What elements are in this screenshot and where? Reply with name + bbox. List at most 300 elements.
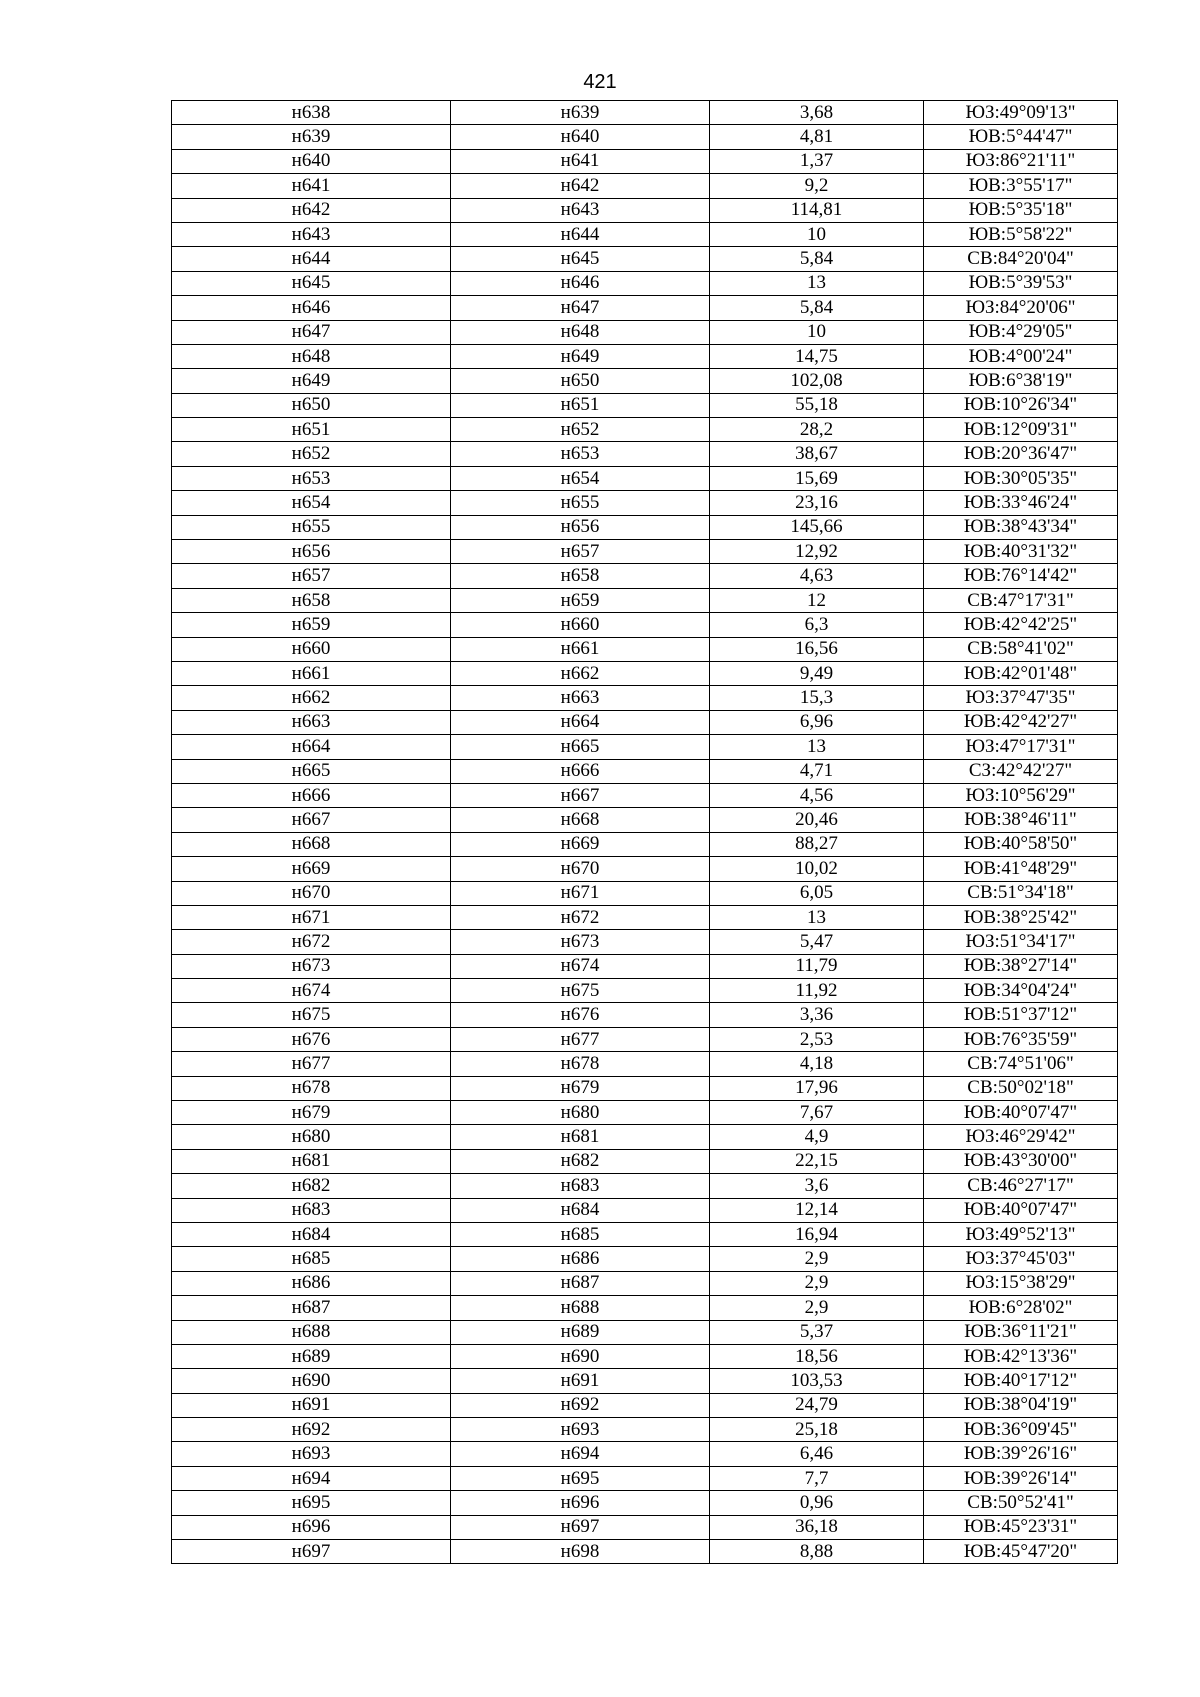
distance-cell: 11,92: [710, 979, 924, 1003]
distance-cell: 3,6: [710, 1174, 924, 1198]
table-row: [172, 1296, 1118, 1320]
from-point-cell: н646: [172, 296, 451, 320]
distance-cell: 88,27: [710, 832, 924, 856]
to-point-cell: н655: [451, 491, 710, 515]
from-point-cell: н648: [172, 344, 451, 368]
bearing-cell: ЮВ:76°35'59": [924, 1027, 1118, 1051]
table-row: [172, 832, 1118, 856]
distance-cell: 114,81: [710, 198, 924, 222]
from-point-cell: н647: [172, 320, 451, 344]
bearing-cell: ЮВ:36°09'45": [924, 1418, 1118, 1442]
to-point-cell: н652: [451, 418, 710, 442]
table-row: [172, 881, 1118, 905]
from-point-cell: н676: [172, 1027, 451, 1051]
bearing-cell: ЮВ:40°17'12": [924, 1369, 1118, 1393]
bearing-cell: ЮВ:42°42'25": [924, 613, 1118, 637]
to-point-cell: н642: [451, 174, 710, 198]
to-point-cell: н686: [451, 1247, 710, 1271]
table-row: [172, 1125, 1118, 1149]
from-point-cell: н673: [172, 954, 451, 978]
from-point-cell: н672: [172, 930, 451, 954]
distance-cell: 13: [710, 271, 924, 295]
distance-cell: 17,96: [710, 1076, 924, 1100]
to-point-cell: н640: [451, 125, 710, 149]
bearing-cell: СВ:58°41'02": [924, 637, 1118, 661]
from-point-cell: н685: [172, 1247, 451, 1271]
table-row: [172, 149, 1118, 173]
distance-cell: 13: [710, 735, 924, 759]
table-row: [172, 247, 1118, 271]
to-point-cell: н646: [451, 271, 710, 295]
table-row: [172, 442, 1118, 466]
bearing-cell: ЮВ:5°39'53": [924, 271, 1118, 295]
from-point-cell: н664: [172, 735, 451, 759]
from-point-cell: н661: [172, 661, 451, 685]
bearing-cell: ЮВ:6°28'02": [924, 1296, 1118, 1320]
table-row: [172, 1076, 1118, 1100]
distance-cell: 10: [710, 222, 924, 246]
to-point-cell: н660: [451, 613, 710, 637]
table-row: [172, 1369, 1118, 1393]
distance-cell: 102,08: [710, 369, 924, 393]
to-point-cell: н681: [451, 1125, 710, 1149]
table-row: [172, 1515, 1118, 1539]
bearing-cell: ЮВ:20°36'47": [924, 442, 1118, 466]
bearing-cell: СВ:50°02'18": [924, 1076, 1118, 1100]
bearing-cell: СВ:46°27'17": [924, 1174, 1118, 1198]
distance-cell: 6,96: [710, 710, 924, 734]
distance-cell: 6,05: [710, 881, 924, 905]
distance-cell: 28,2: [710, 418, 924, 442]
distance-cell: 145,66: [710, 515, 924, 539]
bearing-cell: ЮЗ:86°21'11": [924, 149, 1118, 173]
to-point-cell: н641: [451, 149, 710, 173]
to-point-cell: н676: [451, 1003, 710, 1027]
from-point-cell: н649: [172, 369, 451, 393]
bearing-cell: ЮВ:40°31'32": [924, 540, 1118, 564]
from-point-cell: н681: [172, 1149, 451, 1173]
to-point-cell: н672: [451, 905, 710, 929]
distance-cell: 25,18: [710, 1418, 924, 1442]
distance-cell: 6,46: [710, 1442, 924, 1466]
to-point-cell: н639: [451, 101, 710, 125]
from-point-cell: н671: [172, 905, 451, 929]
page-number: 421: [583, 71, 617, 93]
from-point-cell: н670: [172, 881, 451, 905]
from-point-cell: н684: [172, 1222, 451, 1246]
to-point-cell: н669: [451, 832, 710, 856]
from-point-cell: н657: [172, 564, 451, 588]
bearing-cell: ЮЗ:49°52'13": [924, 1222, 1118, 1246]
bearing-cell: ЮВ:38°46'11": [924, 808, 1118, 832]
table-row: [172, 686, 1118, 710]
from-point-cell: н650: [172, 393, 451, 417]
from-point-cell: н665: [172, 759, 451, 783]
table-row: [172, 418, 1118, 442]
distance-cell: 4,56: [710, 783, 924, 807]
table-row: [172, 1027, 1118, 1051]
distance-cell: 13: [710, 905, 924, 929]
to-point-cell: н666: [451, 759, 710, 783]
bearing-cell: ЮЗ:46°29'42": [924, 1125, 1118, 1149]
to-point-cell: н664: [451, 710, 710, 734]
bearing-cell: ЮВ:5°35'18": [924, 198, 1118, 222]
distance-cell: 4,71: [710, 759, 924, 783]
bearing-cell: ЮВ:34°04'24": [924, 979, 1118, 1003]
to-point-cell: н644: [451, 222, 710, 246]
from-point-cell: н654: [172, 491, 451, 515]
from-point-cell: н689: [172, 1344, 451, 1368]
to-point-cell: н645: [451, 247, 710, 271]
distance-cell: 36,18: [710, 1515, 924, 1539]
table-row: [172, 735, 1118, 759]
distance-cell: 4,81: [710, 125, 924, 149]
to-point-cell: н683: [451, 1174, 710, 1198]
table-row: [172, 979, 1118, 1003]
from-point-cell: н692: [172, 1418, 451, 1442]
table-row: [172, 125, 1118, 149]
table-row: [172, 1247, 1118, 1271]
table-row: [172, 613, 1118, 637]
distance-cell: 5,47: [710, 930, 924, 954]
table-row: [172, 1149, 1118, 1173]
from-point-cell: н667: [172, 808, 451, 832]
to-point-cell: н690: [451, 1344, 710, 1368]
bearing-cell: СЗ:42°42'27": [924, 759, 1118, 783]
to-point-cell: н673: [451, 930, 710, 954]
table-row: [172, 637, 1118, 661]
distance-cell: 0,96: [710, 1491, 924, 1515]
table-row: [172, 540, 1118, 564]
to-point-cell: н684: [451, 1198, 710, 1222]
table-row: [172, 271, 1118, 295]
table-row: [172, 1101, 1118, 1125]
distance-cell: 11,79: [710, 954, 924, 978]
table-row: [172, 1003, 1118, 1027]
to-point-cell: н670: [451, 857, 710, 881]
bearing-cell: ЮЗ:15°38'29": [924, 1271, 1118, 1295]
table-row: [172, 369, 1118, 393]
table-row: [172, 1198, 1118, 1222]
from-point-cell: н675: [172, 1003, 451, 1027]
bearing-cell: СВ:51°34'18": [924, 881, 1118, 905]
table-row: [172, 344, 1118, 368]
from-point-cell: н659: [172, 613, 451, 637]
from-point-cell: н691: [172, 1393, 451, 1417]
distance-cell: 6,3: [710, 613, 924, 637]
table-row: [172, 930, 1118, 954]
from-point-cell: н669: [172, 857, 451, 881]
from-point-cell: н652: [172, 442, 451, 466]
table-row: [172, 515, 1118, 539]
table-row: [172, 759, 1118, 783]
table-row: [172, 1393, 1118, 1417]
distance-cell: 4,18: [710, 1052, 924, 1076]
boundary-table-body: [172, 101, 1118, 1564]
from-point-cell: н690: [172, 1369, 451, 1393]
from-point-cell: н686: [172, 1271, 451, 1295]
to-point-cell: н693: [451, 1418, 710, 1442]
table-row: [172, 661, 1118, 685]
to-point-cell: н697: [451, 1515, 710, 1539]
to-point-cell: н649: [451, 344, 710, 368]
table-row: [172, 491, 1118, 515]
to-point-cell: н689: [451, 1320, 710, 1344]
distance-cell: 12,92: [710, 540, 924, 564]
table-row: [172, 1271, 1118, 1295]
from-point-cell: н682: [172, 1174, 451, 1198]
from-point-cell: н697: [172, 1540, 451, 1564]
bearing-cell: ЮЗ:10°56'29": [924, 783, 1118, 807]
table-row: [172, 808, 1118, 832]
distance-cell: 16,94: [710, 1222, 924, 1246]
table-row: [172, 857, 1118, 881]
bearing-cell: ЮВ:4°00'24": [924, 344, 1118, 368]
to-point-cell: н685: [451, 1222, 710, 1246]
from-point-cell: н677: [172, 1052, 451, 1076]
bearing-cell: ЮВ:6°38'19": [924, 369, 1118, 393]
to-point-cell: н657: [451, 540, 710, 564]
table-row: [172, 954, 1118, 978]
bearing-cell: ЮВ:43°30'00": [924, 1149, 1118, 1173]
bearing-cell: ЮЗ:47°17'31": [924, 735, 1118, 759]
bearing-cell: ЮВ:33°46'24": [924, 491, 1118, 515]
to-point-cell: н687: [451, 1271, 710, 1295]
table-row: [172, 466, 1118, 490]
distance-cell: 9,2: [710, 174, 924, 198]
to-point-cell: н675: [451, 979, 710, 1003]
from-point-cell: н693: [172, 1442, 451, 1466]
table-row: [172, 1418, 1118, 1442]
from-point-cell: н641: [172, 174, 451, 198]
from-point-cell: н694: [172, 1466, 451, 1490]
to-point-cell: н667: [451, 783, 710, 807]
table-row: [172, 710, 1118, 734]
bearing-cell: СВ:47°17'31": [924, 588, 1118, 612]
bearing-cell: ЮВ:30°05'35": [924, 466, 1118, 490]
distance-cell: 5,37: [710, 1320, 924, 1344]
to-point-cell: н662: [451, 661, 710, 685]
bearing-cell: СВ:74°51'06": [924, 1052, 1118, 1076]
distance-cell: 38,67: [710, 442, 924, 466]
distance-cell: 5,84: [710, 296, 924, 320]
bearing-cell: ЮВ:39°26'16": [924, 1442, 1118, 1466]
from-point-cell: н653: [172, 466, 451, 490]
bearing-cell: ЮВ:4°29'05": [924, 320, 1118, 344]
bearing-cell: ЮВ:39°26'14": [924, 1466, 1118, 1490]
from-point-cell: н663: [172, 710, 451, 734]
bearing-cell: ЮВ:5°58'22": [924, 222, 1118, 246]
to-point-cell: н647: [451, 296, 710, 320]
from-point-cell: н696: [172, 1515, 451, 1539]
table-row: [172, 1222, 1118, 1246]
distance-cell: 16,56: [710, 637, 924, 661]
distance-cell: 12,14: [710, 1198, 924, 1222]
bearing-cell: ЮВ:42°01'48": [924, 661, 1118, 685]
from-point-cell: н655: [172, 515, 451, 539]
table-row: [172, 174, 1118, 198]
from-point-cell: н679: [172, 1101, 451, 1125]
table-row: [172, 1320, 1118, 1344]
bearing-cell: ЮВ:38°25'42": [924, 905, 1118, 929]
from-point-cell: н640: [172, 149, 451, 173]
distance-cell: 1,37: [710, 149, 924, 173]
to-point-cell: н659: [451, 588, 710, 612]
from-point-cell: н680: [172, 1125, 451, 1149]
distance-cell: 3,68: [710, 101, 924, 125]
distance-cell: 18,56: [710, 1344, 924, 1368]
bearing-cell: ЮВ:38°27'14": [924, 954, 1118, 978]
distance-cell: 103,53: [710, 1369, 924, 1393]
table-row: [172, 1466, 1118, 1490]
bearing-cell: ЮВ:3°55'17": [924, 174, 1118, 198]
to-point-cell: н650: [451, 369, 710, 393]
to-point-cell: н692: [451, 1393, 710, 1417]
from-point-cell: н695: [172, 1491, 451, 1515]
from-point-cell: н656: [172, 540, 451, 564]
from-point-cell: н639: [172, 125, 451, 149]
from-point-cell: н662: [172, 686, 451, 710]
table-row: [172, 564, 1118, 588]
table-row: [172, 1174, 1118, 1198]
distance-cell: 2,53: [710, 1027, 924, 1051]
to-point-cell: н691: [451, 1369, 710, 1393]
from-point-cell: н658: [172, 588, 451, 612]
distance-cell: 12: [710, 588, 924, 612]
distance-cell: 15,69: [710, 466, 924, 490]
from-point-cell: н674: [172, 979, 451, 1003]
to-point-cell: н678: [451, 1052, 710, 1076]
bearing-cell: ЮВ:40°07'47": [924, 1101, 1118, 1125]
bearing-cell: ЮВ:42°42'27": [924, 710, 1118, 734]
from-point-cell: н651: [172, 418, 451, 442]
bearing-cell: ЮВ:51°37'12": [924, 1003, 1118, 1027]
to-point-cell: н658: [451, 564, 710, 588]
bearing-cell: ЮВ:38°04'19": [924, 1393, 1118, 1417]
distance-cell: 2,9: [710, 1296, 924, 1320]
to-point-cell: н679: [451, 1076, 710, 1100]
distance-cell: 15,3: [710, 686, 924, 710]
table-row: [172, 1442, 1118, 1466]
distance-cell: 4,9: [710, 1125, 924, 1149]
bearing-cell: ЮВ:5°44'47": [924, 125, 1118, 149]
to-point-cell: н643: [451, 198, 710, 222]
bearing-cell: ЮВ:76°14'42": [924, 564, 1118, 588]
distance-cell: 3,36: [710, 1003, 924, 1027]
bearing-cell: ЮЗ:37°45'03": [924, 1247, 1118, 1271]
from-point-cell: н638: [172, 101, 451, 125]
bearing-cell: ЮВ:40°58'50": [924, 832, 1118, 856]
from-point-cell: н660: [172, 637, 451, 661]
from-point-cell: н687: [172, 1296, 451, 1320]
table-row: [172, 296, 1118, 320]
distance-cell: 55,18: [710, 393, 924, 417]
from-point-cell: н645: [172, 271, 451, 295]
table-row: [172, 1540, 1118, 1564]
to-point-cell: н695: [451, 1466, 710, 1490]
bearing-cell: ЮВ:40°07'47": [924, 1198, 1118, 1222]
bearing-cell: ЮЗ:49°09'13": [924, 101, 1118, 125]
to-point-cell: н654: [451, 466, 710, 490]
to-point-cell: н694: [451, 1442, 710, 1466]
distance-cell: 14,75: [710, 344, 924, 368]
to-point-cell: н698: [451, 1540, 710, 1564]
distance-cell: 4,63: [710, 564, 924, 588]
bearing-cell: ЮЗ:37°47'35": [924, 686, 1118, 710]
distance-cell: 8,88: [710, 1540, 924, 1564]
from-point-cell: н668: [172, 832, 451, 856]
from-point-cell: н683: [172, 1198, 451, 1222]
to-point-cell: н663: [451, 686, 710, 710]
to-point-cell: н688: [451, 1296, 710, 1320]
from-point-cell: н678: [172, 1076, 451, 1100]
to-point-cell: н656: [451, 515, 710, 539]
from-point-cell: н666: [172, 783, 451, 807]
bearing-cell: ЮВ:45°23'31": [924, 1515, 1118, 1539]
table-row: [172, 1052, 1118, 1076]
from-point-cell: н642: [172, 198, 451, 222]
bearing-cell: ЮВ:36°11'21": [924, 1320, 1118, 1344]
to-point-cell: н648: [451, 320, 710, 344]
distance-cell: 10: [710, 320, 924, 344]
bearing-cell: ЮВ:10°26'34": [924, 393, 1118, 417]
distance-cell: 5,84: [710, 247, 924, 271]
to-point-cell: н665: [451, 735, 710, 759]
table-row: [172, 588, 1118, 612]
bearing-cell: ЮЗ:84°20'06": [924, 296, 1118, 320]
distance-cell: 2,9: [710, 1247, 924, 1271]
from-point-cell: н688: [172, 1320, 451, 1344]
to-point-cell: н677: [451, 1027, 710, 1051]
distance-cell: 23,16: [710, 491, 924, 515]
table-row: [172, 393, 1118, 417]
to-point-cell: н651: [451, 393, 710, 417]
distance-cell: 2,9: [710, 1271, 924, 1295]
bearing-cell: ЮВ:12°09'31": [924, 418, 1118, 442]
bearing-cell: ЮВ:41°48'29": [924, 857, 1118, 881]
to-point-cell: н661: [451, 637, 710, 661]
table-row: [172, 222, 1118, 246]
table-row: [172, 905, 1118, 929]
bearing-cell: СВ:84°20'04": [924, 247, 1118, 271]
bearing-cell: ЮВ:45°47'20": [924, 1540, 1118, 1564]
table-row: [172, 101, 1118, 125]
table-row: [172, 320, 1118, 344]
table-row: [172, 1491, 1118, 1515]
distance-cell: 10,02: [710, 857, 924, 881]
distance-cell: 24,79: [710, 1393, 924, 1417]
distance-cell: 22,15: [710, 1149, 924, 1173]
to-point-cell: н653: [451, 442, 710, 466]
to-point-cell: н671: [451, 881, 710, 905]
bearing-cell: СВ:50°52'41": [924, 1491, 1118, 1515]
to-point-cell: н680: [451, 1101, 710, 1125]
to-point-cell: н682: [451, 1149, 710, 1173]
to-point-cell: н696: [451, 1491, 710, 1515]
bearing-cell: ЮВ:42°13'36": [924, 1344, 1118, 1368]
to-point-cell: н674: [451, 954, 710, 978]
bearing-cell: ЮВ:38°43'34": [924, 515, 1118, 539]
to-point-cell: н668: [451, 808, 710, 832]
table-row: [172, 1344, 1118, 1368]
from-point-cell: н644: [172, 247, 451, 271]
distance-cell: 9,49: [710, 661, 924, 685]
boundary-table: [171, 100, 1118, 1564]
table-row: [172, 198, 1118, 222]
bearing-cell: ЮЗ:51°34'17": [924, 930, 1118, 954]
distance-cell: 7,7: [710, 1466, 924, 1490]
distance-cell: 20,46: [710, 808, 924, 832]
